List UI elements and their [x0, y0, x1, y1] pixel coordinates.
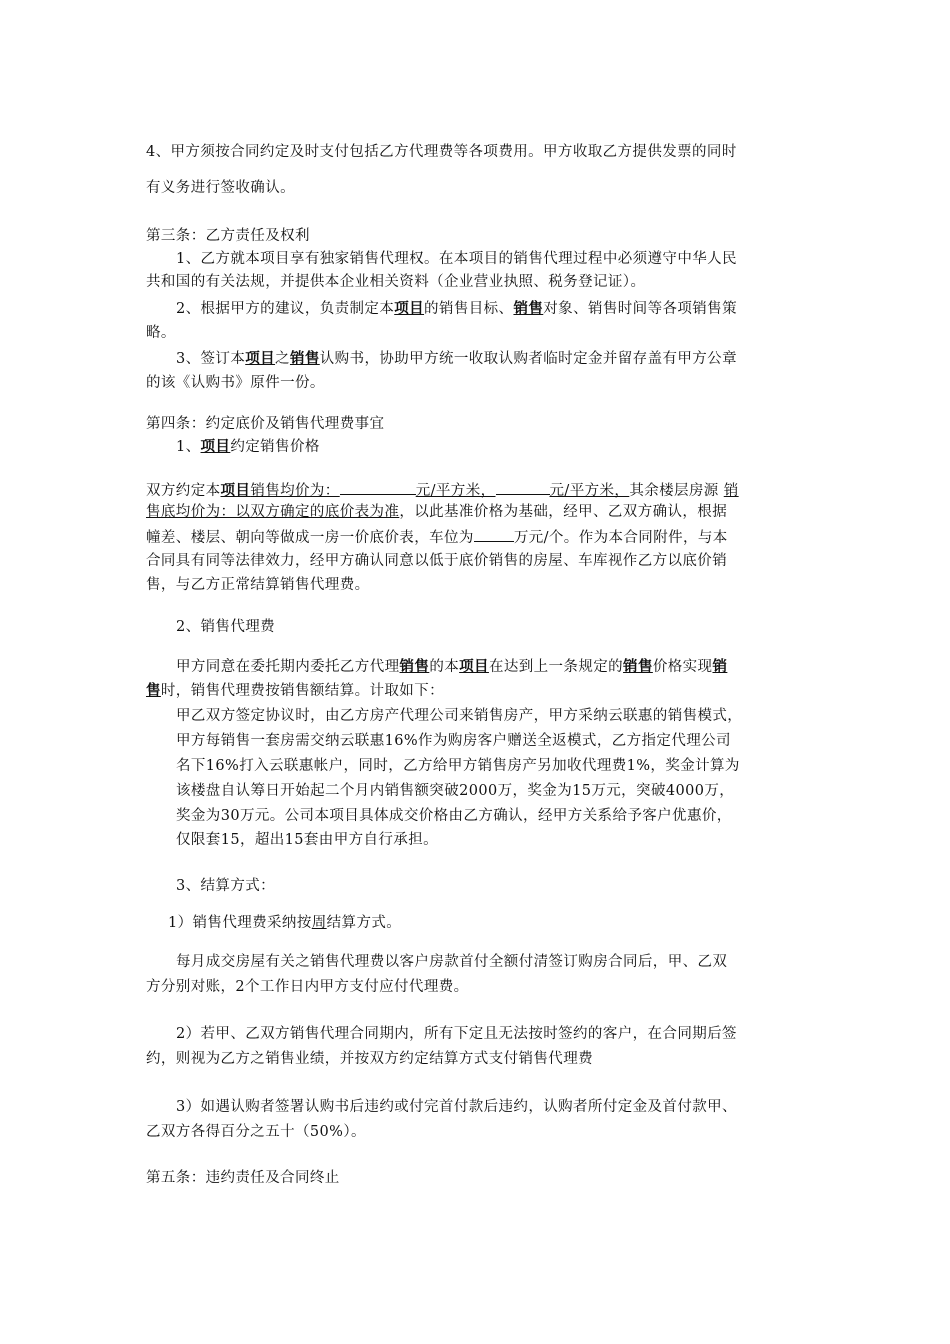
clause-item-4-cont: 有义务进行签收确认。 [146, 180, 295, 196]
fee-detail-line-1: 甲乙双方签定协议时，由乙方房产代理公司来销售房产，甲方采纳云联惠的销售模式， [176, 708, 743, 724]
settlement-item-1: 1）销售代理费采纳按周结算方式。 [168, 915, 402, 931]
price-paragraph-line-1: 双方约定本项目销售均价为： 元/平方米， 元/平方米，其余楼层房源 销 [146, 479, 739, 501]
article-3-item-3: 3、签订本项目之销售认购书，协助甲方统一收取认购者临时定金并留存盖有甲方公章 [176, 350, 737, 367]
settlement-item-2: 2）若甲、乙双方销售代理合同期内，所有下定且无法按时签约的客户，在合同期后签 [176, 1026, 737, 1042]
article-3-item-3-cont: 的该《认购书》原件一份。 [146, 375, 325, 391]
price-paragraph-line-4: 合同具有同等法律效力，经甲方确认同意以低于底价销售的房屋、车库视作乙方以底价销 [146, 553, 728, 569]
fee-paragraph-line-1: 甲方同意在委托期内委托乙方代理销售的本项目在达到上一条规定的销售价格实现销 [176, 658, 728, 675]
article-3-item-1-cont: 共和国的有关法规，并提供本企业相关资料（企业营业执照、税务登记证）。 [146, 274, 646, 290]
article-4-heading: 第四条：约定底价及销售代理费事宜 [146, 416, 385, 432]
settlement-item-3-cont: 乙双方各得百分之五十（50%）。 [146, 1124, 366, 1140]
article-4-item-1: 1、项目约定销售价格 [176, 438, 320, 455]
fee-detail-line-2: 甲方每销售一套房需交纳云联惠16%作为购房客户赠送全返模式，乙方指定代理公司 [176, 733, 731, 749]
price-paragraph-line-5: 售，与乙方正常结算销售代理费。 [146, 577, 370, 593]
settlement-item-3: 3）如遇认购者签署认购书后违约或付完首付款后违约，认购者所付定金及首付款甲、 [176, 1099, 737, 1115]
fee-detail-line-5: 奖金为30万元。公司本项目具体成交价格由乙方确认，经甲方关系给予客户优惠价， [176, 808, 732, 824]
settlement-paragraph-line-1: 每月成交房屋有关之销售代理费以客户房款首付全额付清签订购房合同后，甲、乙双 [176, 954, 728, 970]
price-blank-2 [496, 479, 550, 495]
article-3-item-2-cont: 略。 [146, 325, 176, 341]
article-3-item-1: 1、乙方就本项目享有独家销售代理权。在本项目的销售代理过程中必须遵守中华人民 [176, 251, 737, 267]
article-3-heading: 第三条：乙方责任及权利 [146, 228, 310, 244]
article-5-heading: 第五条：违约责任及合同终止 [146, 1170, 340, 1186]
parking-price-blank [474, 526, 514, 542]
clause-item-4: 4、甲方须按合同约定及时支付包括乙方代理费等各项费用。甲方收取乙方提供发票的同时 [146, 144, 737, 160]
price-blank-1 [340, 479, 416, 495]
settlement-item-2-cont: 约，则视为乙方之销售业绩，并按双方约定结算方式支付销售代理费 [146, 1051, 593, 1067]
price-paragraph-line-2: 售底均价为：以双方确定的底价表为准，以此基准价格为基础，经甲、乙双方确认，根据 [146, 504, 728, 520]
fee-detail-line-4: 该楼盘自认筹日开始起二个月内销售额突破2000万，奖金为15万元，突破4000万， [176, 783, 735, 799]
article-4-item-2: 2、销售代理费 [176, 619, 276, 635]
article-3-item-2: 2、根据甲方的建议，负责制定本项目的销售目标、销售对象、销售时间等各项销售策 [176, 300, 737, 317]
fee-paragraph-line-2: 售时，销售代理费按销售额结算。计取如下： [146, 682, 445, 699]
article-4-item-3: 3、结算方式： [176, 878, 276, 894]
settlement-paragraph-line-2: 方分别对账，2个工作日内甲方支付应付代理费。 [146, 979, 469, 995]
price-paragraph-line-3: 幢差、楼层、朝向等做成一房一价底价表，车位为 万元/个。作为本合同附件，与本 [146, 526, 728, 548]
fee-detail-line-6: 仅限套15，超出15套由甲方自行承担。 [176, 832, 438, 848]
fee-detail-line-3: 名下16%打入云联惠帐户，同时，乙方给甲方销售房产另加收代理费1%，奖金计算为 [176, 758, 740, 774]
